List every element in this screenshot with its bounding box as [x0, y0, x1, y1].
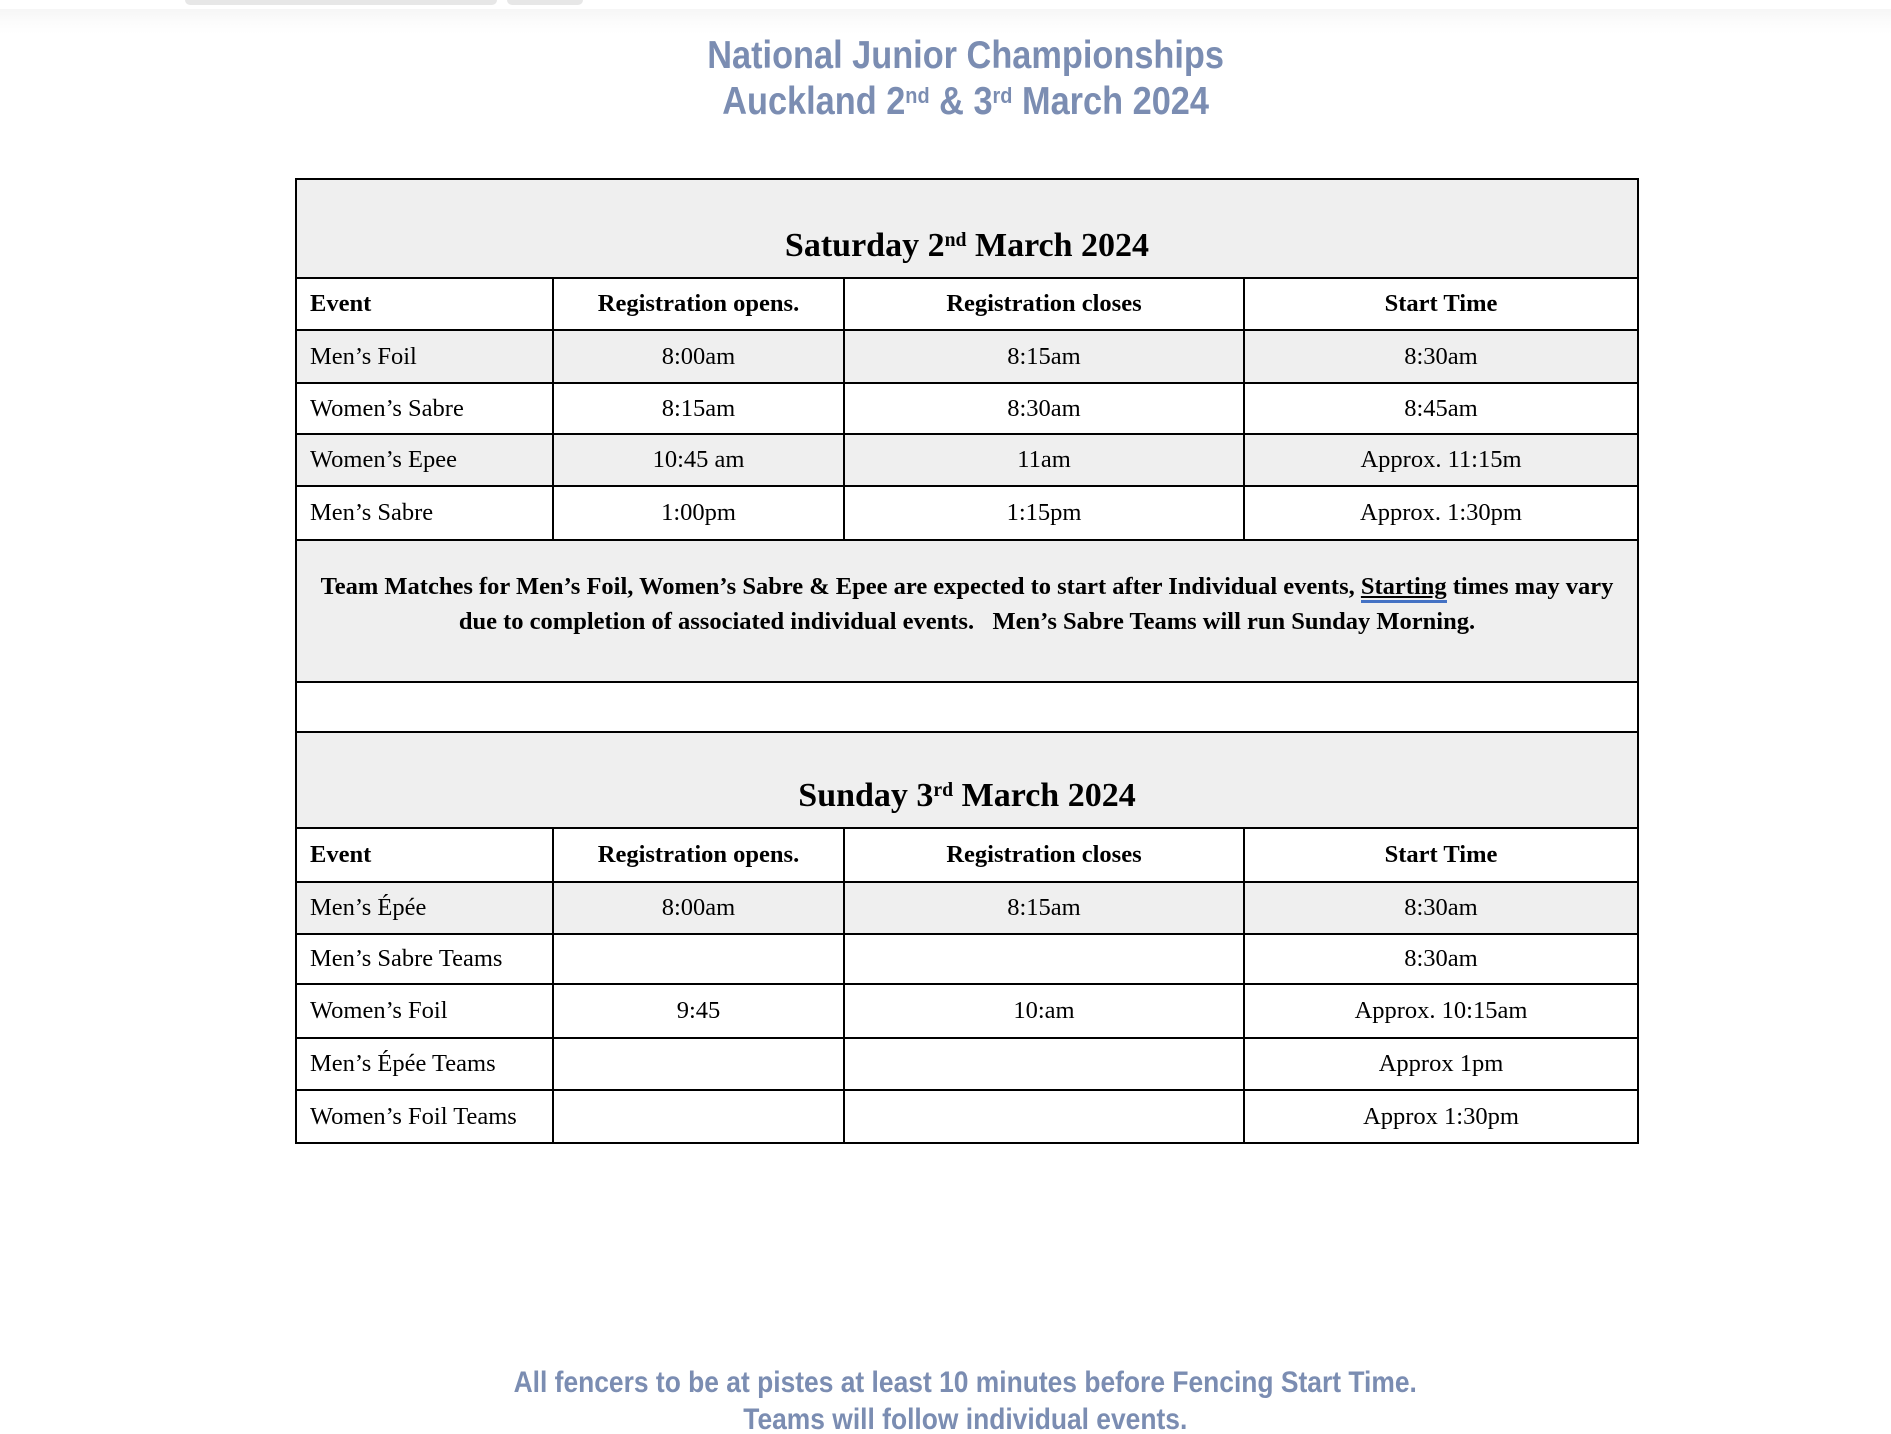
- event-cell: Men’s Sabre: [310, 499, 434, 526]
- schedule-table: [295, 178, 1639, 1144]
- browser-chrome-edge: [0, 0, 1891, 36]
- table-row: [297, 485, 1637, 539]
- title-line-2: Auckland 2nd & 3rd March 2024: [722, 80, 1209, 123]
- event-cell: Men’s Épée Teams: [310, 1050, 496, 1077]
- team-matches-note: Team Matches for Men’s Foil, Women’s Sabre & Epee are expected to start after Individual events, Starting times may vary due to completion of associated individual events. Men’s Sabre Teams will run Sunday Morning.: [320, 573, 1614, 635]
- reg-closes-cell: 8:30am: [843, 384, 1243, 433]
- sunday-title-band: [297, 731, 1637, 827]
- saturday-title-band: [297, 180, 1637, 277]
- start-time-cell: 8:30am: [1243, 331, 1637, 382]
- column-header-start-time: Start Time: [1243, 279, 1637, 329]
- saturday-rows: [297, 329, 1637, 539]
- event-cell: Women’s Epee: [310, 446, 458, 473]
- column-header-event: Event: [310, 290, 372, 317]
- sunday-header-row: [297, 827, 1637, 881]
- table-row: [297, 983, 1637, 1037]
- start-time-cell: Approx. 1:30pm: [1243, 487, 1637, 539]
- start-time-cell: Approx. 11:15m: [1243, 435, 1637, 485]
- reg-opens-cell: [552, 1039, 843, 1089]
- reg-closes-cell: [843, 935, 1243, 983]
- reg-opens-cell: 10:45 am: [552, 435, 843, 485]
- saturday-title: Saturday 2nd March 2024: [784, 227, 1150, 264]
- event-cell: Men’s Foil: [310, 342, 417, 370]
- browser-tab-bottom-edge-2: [507, 0, 583, 5]
- table-row: [297, 933, 1637, 983]
- reg-closes-cell: 10:am: [843, 985, 1243, 1037]
- footer-line-1: All fencers to be at pistes at least 10 minutes before Fencing Start Time.: [513, 1366, 1418, 1399]
- reg-closes-cell: 8:15am: [843, 331, 1243, 382]
- column-header-start-time: Start Time: [1243, 829, 1637, 881]
- start-time-cell: 8:30am: [1243, 883, 1637, 933]
- reg-opens-cell: 8:00am: [552, 331, 843, 382]
- spacer-row: [297, 681, 1637, 731]
- grammar-underlined-word: Starting: [1360, 573, 1447, 600]
- start-time-cell: Approx 1:30pm: [1243, 1091, 1637, 1142]
- column-header-reg-closes: Registration closes: [843, 279, 1243, 329]
- reg-closes-cell: 8:15am: [843, 883, 1243, 933]
- table-row: [297, 881, 1637, 933]
- title-line-1: National Junior Championships: [707, 34, 1224, 77]
- table-row: [297, 382, 1637, 433]
- reg-opens-cell: [552, 935, 843, 983]
- footer-note: [0, 1364, 1891, 1434]
- reg-opens-cell: 8:00am: [552, 883, 843, 933]
- column-header-reg-opens: Registration opens.: [552, 279, 843, 329]
- event-cell: Women’s Sabre: [310, 394, 464, 422]
- reg-opens-cell: 9:45: [552, 985, 843, 1037]
- start-time-cell: 8:30am: [1243, 935, 1637, 983]
- document-title: [0, 33, 1891, 130]
- browser-toolbar-shadow: [0, 9, 1891, 34]
- event-cell: Men’s Sabre Teams: [310, 945, 503, 972]
- event-cell: Women’s Foil Teams: [310, 1102, 517, 1130]
- table-row: [297, 1089, 1637, 1142]
- column-header-event: Event: [310, 841, 372, 868]
- event-cell: Men’s Épée: [310, 894, 427, 921]
- table-row: [297, 329, 1637, 382]
- footer-line-2: Teams will follow individual events.: [743, 1403, 1188, 1434]
- reg-closes-cell: 11am: [843, 435, 1243, 485]
- table-row: [297, 433, 1637, 485]
- reg-opens-cell: 1:00pm: [552, 487, 843, 539]
- start-time-cell: 8:45am: [1243, 384, 1637, 433]
- start-time-cell: Approx. 10:15am: [1243, 985, 1637, 1037]
- browser-tab-bottom-edge: [185, 0, 497, 5]
- reg-closes-cell: 1:15pm: [843, 487, 1243, 539]
- reg-opens-cell: [552, 1091, 843, 1142]
- sunday-title: Sunday 3rd March 2024: [798, 777, 1136, 814]
- saturday-header-row: [297, 277, 1637, 329]
- team-matches-note-band: [297, 539, 1637, 681]
- table-row: [297, 1037, 1637, 1089]
- reg-opens-cell: 8:15am: [552, 384, 843, 433]
- column-header-reg-closes: Registration closes: [843, 829, 1243, 881]
- reg-closes-cell: [843, 1091, 1243, 1142]
- event-cell: Women’s Foil: [310, 997, 448, 1024]
- sunday-rows: [297, 881, 1637, 1142]
- start-time-cell: Approx 1pm: [1243, 1039, 1637, 1089]
- reg-closes-cell: [843, 1039, 1243, 1089]
- column-header-reg-opens: Registration opens.: [552, 829, 843, 881]
